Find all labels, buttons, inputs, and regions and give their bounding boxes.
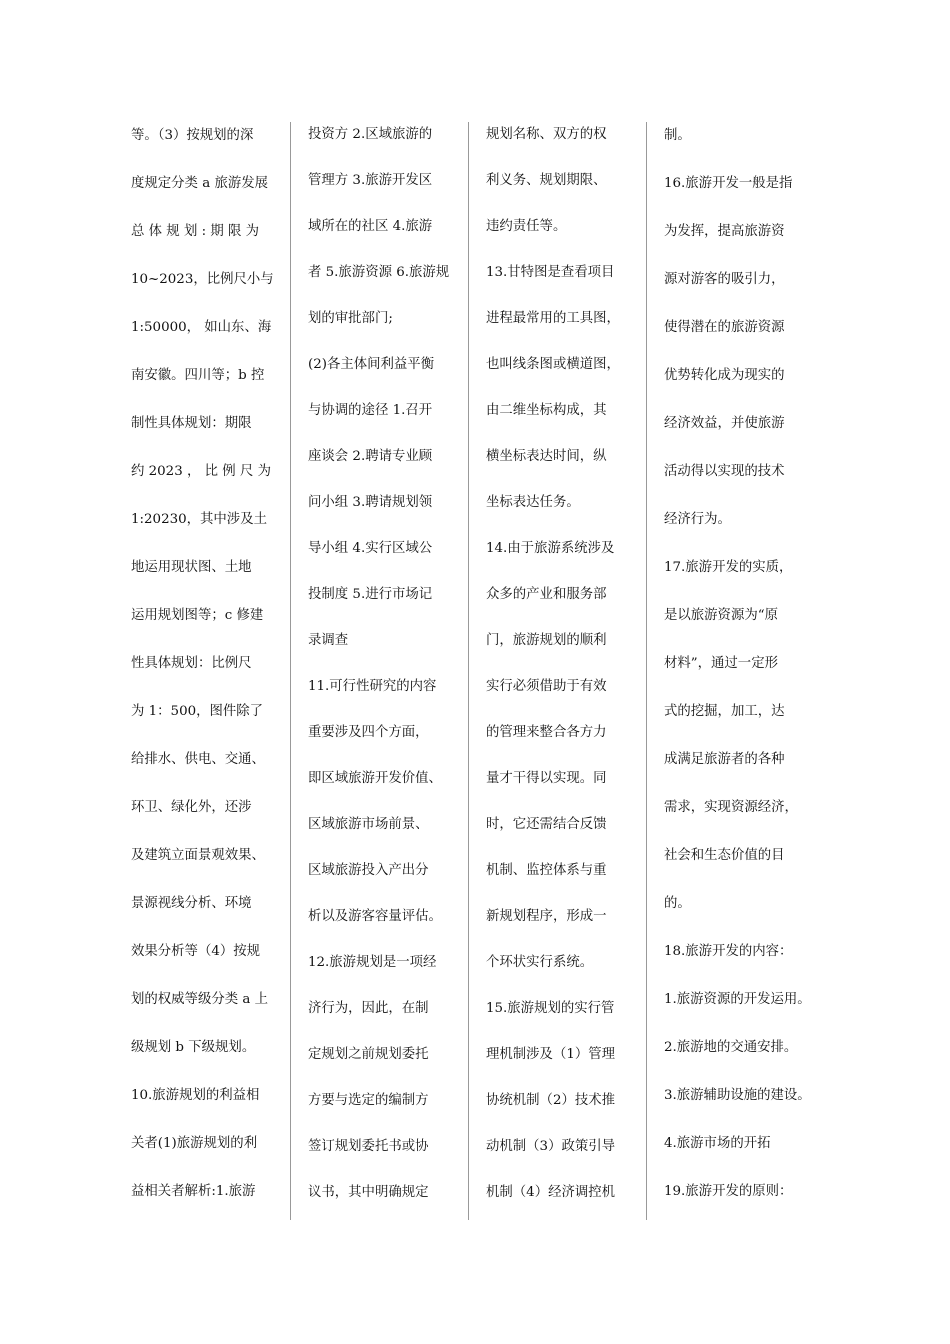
text-line: 使得潜在的旅游资源 <box>664 320 785 335</box>
text-line: 需求，实现资源经济， <box>664 800 798 815</box>
text-line: 个环状实行系统。 <box>486 955 594 970</box>
text-line: 等。（3）按规划的深 <box>131 128 254 143</box>
text-line: 由二维坐标构成，其 <box>486 403 607 418</box>
text-line: 4.旅游市场的开拓 <box>664 1136 771 1151</box>
text-line: 析以及游客容量评估。 <box>308 909 442 924</box>
text-line: 成满足旅游者的各种 <box>664 752 785 767</box>
text-line: 利义务、规划期限、 <box>486 173 607 188</box>
text-line: 进程最常用的工具图， <box>486 311 620 326</box>
text-column-1 <box>131 112 277 1216</box>
text-line: 1:50000， 如山东、海 <box>131 320 272 335</box>
text-line: 新规划程序，形成一 <box>486 909 607 924</box>
text-line: 协统机制（2）技术推 <box>486 1093 616 1108</box>
text-line: 理机制涉及（1）管理 <box>486 1047 616 1062</box>
text-line: 横坐标表达时间，纵 <box>486 449 607 464</box>
text-line: 门，旅游规划的顺利 <box>486 633 607 648</box>
text-line: 活动得以实现的技术 <box>664 464 785 479</box>
text-line: 投制度 5.进行市场记 <box>308 587 433 602</box>
text-line: 问小组 3.聘请规划领 <box>308 495 433 510</box>
text-line: 益相关者解析:1.旅游 <box>131 1184 256 1199</box>
text-line: 违约责任等。 <box>486 219 567 234</box>
text-line: 重要涉及四个方面， <box>308 725 429 740</box>
text-line: 总 体 规 划 : 期 限 为 <box>131 224 260 239</box>
text-line: 划的审批部门; <box>308 311 393 326</box>
text-line: 区域旅游市场前景、 <box>308 817 429 832</box>
text-line: 给排水、供电、交通、 <box>131 752 265 767</box>
text-line: 议书，其中明确规定 <box>308 1185 429 1200</box>
text-line: 与协调的途径 1.召开 <box>308 403 433 418</box>
text-line: 效果分析等（4）按规 <box>131 944 261 959</box>
text-line: 的管理来整合各方力 <box>486 725 607 740</box>
text-line: 经济效益，并使旅游 <box>664 416 785 431</box>
text-line: 社会和生态价值的目 <box>664 848 785 863</box>
text-line: 17.旅游开发的实质， <box>664 560 793 575</box>
text-line: 量才干得以实现。同 <box>486 771 607 786</box>
text-line: 源对游客的吸引力， <box>664 272 785 287</box>
text-line: 时，它还需结合反馈 <box>486 817 607 832</box>
text-line: 1.旅游资源的开发运用。 <box>664 992 811 1007</box>
text-line: 18.旅游开发的内容： <box>664 944 793 959</box>
text-line: 性具体规划：比例尺 <box>131 656 252 671</box>
text-column-4 <box>664 112 814 1216</box>
text-line: 者 5.旅游资源 6.旅游规 <box>308 265 450 280</box>
text-line: 即区域旅游开发价值、 <box>308 771 442 786</box>
text-line: 关者(1)旅游规划的利 <box>131 1136 258 1151</box>
text-line: 管理方 3.旅游开发区 <box>308 173 433 188</box>
text-line: 式的挖掘，加工，达 <box>664 704 785 719</box>
text-line: 机制、监控体系与重 <box>486 863 607 878</box>
text-line: 16.旅游开发一般是指 <box>664 176 793 191</box>
text-line: 方要与选定的编制方 <box>308 1093 429 1108</box>
column-divider <box>468 122 469 1220</box>
text-line: 15.旅游规划的实行管 <box>486 1001 615 1016</box>
text-line: 域所在的社区 4.旅游 <box>308 219 433 234</box>
text-line: 及建筑立面景观效果、 <box>131 848 265 863</box>
text-line: 优势转化成为现实的 <box>664 368 785 383</box>
text-line: 10~2023，比例尺小与 <box>131 272 274 287</box>
text-line: 景源视线分析、环境 <box>131 896 252 911</box>
text-line: 投资方 2.区域旅游的 <box>308 127 433 142</box>
text-line: 13.甘特图是查看项目 <box>486 265 615 280</box>
text-line: 也叫线条图或横道图， <box>486 357 620 372</box>
text-line: 规划名称、双方的权 <box>486 127 607 142</box>
text-line: 众多的产业和服务部 <box>486 587 607 602</box>
text-line: 材料”，通过一定形 <box>664 656 778 671</box>
text-line: 3.旅游辅助设施的建设。 <box>664 1088 811 1103</box>
column-divider <box>646 122 647 1220</box>
text-line: 11.可行性研究的内容 <box>308 679 437 694</box>
text-line: 制。 <box>664 128 691 143</box>
text-line: 实行必须借助于有效 <box>486 679 607 694</box>
text-line: 座谈会 2.聘请专业顾 <box>308 449 433 464</box>
text-line: 为 1：500，图件除了 <box>131 704 264 719</box>
text-line: 12.旅游规划是一项经 <box>308 955 437 970</box>
text-line: 约 2023 ， 比 例 尺 为 <box>131 464 271 479</box>
text-line: 2.旅游地的交通安排。 <box>664 1040 798 1055</box>
text-line: 机制（4）经济调控机 <box>486 1185 616 1200</box>
text-line: 定规划之前规划委托 <box>308 1047 429 1062</box>
text-line: 划的权威等级分类 a 上 <box>131 992 269 1007</box>
text-line: 动机制（3）政策引导 <box>486 1139 616 1154</box>
text-column-2 <box>308 112 460 1216</box>
text-line: (2)各主体间利益平衡 <box>308 357 435 372</box>
text-line: 14.由于旅游系统涉及 <box>486 541 615 556</box>
text-line: 19.旅游开发的原则： <box>664 1184 793 1199</box>
text-line: 经济行为。 <box>664 512 731 527</box>
text-line: 为发挥，提高旅游资 <box>664 224 785 239</box>
text-line: 10.旅游规划的利益相 <box>131 1088 260 1103</box>
text-line: 级规划 b 下级规划。 <box>131 1040 256 1055</box>
text-line: 环卫、绿化外，还涉 <box>131 800 252 815</box>
text-line: 制性具体规划：期限 <box>131 416 252 431</box>
text-line: 地运用现状图、土地 <box>131 560 252 575</box>
text-line: 录调查 <box>308 633 349 648</box>
text-line: 导小组 4.实行区域公 <box>308 541 433 556</box>
text-line: 的。 <box>664 896 691 911</box>
text-line: 1:20230，其中涉及土 <box>131 512 267 527</box>
text-column-3 <box>486 112 634 1216</box>
text-line: 度规定分类 a 旅游发展 <box>131 176 269 191</box>
text-line: 区域旅游投入产出分 <box>308 863 429 878</box>
text-line: 签订规划委托书或协 <box>308 1139 429 1154</box>
text-line: 南安徽。四川等；b 控 <box>131 368 265 383</box>
text-line: 是以旅游资源为“原 <box>664 608 778 623</box>
text-line: 运用规划图等；c 修建 <box>131 608 264 623</box>
text-line: 济行为，因此，在制 <box>308 1001 429 1016</box>
text-line: 坐标表达任务。 <box>486 495 580 510</box>
column-divider <box>290 122 291 1220</box>
